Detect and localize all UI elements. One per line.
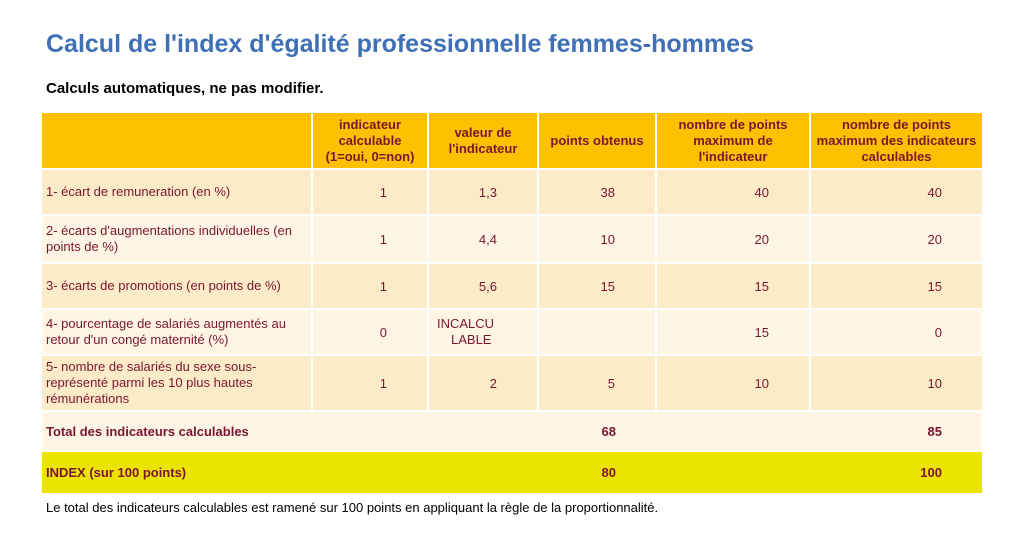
footnote: Le total des indicateurs calculables est ramené sur 100 points en appliquant la règle de la proportionnalité. [46, 500, 659, 515]
cell-calculable: 1 [312, 263, 428, 309]
index-empty-cell [656, 451, 810, 493]
row-label: 4- pourcentage de salariés augmentés au retour d'un congé maternité (%) [42, 309, 312, 355]
cell-points: 10 [538, 215, 656, 263]
column-header-max: nombre de points maximum de l'indicateur [656, 113, 810, 169]
page-subtitle: Calculs automatiques, ne pas modifier. [46, 80, 324, 97]
cell-valeur: 1,3 [428, 169, 538, 215]
index-label: INDEX (sur 100 points) [42, 451, 538, 493]
page-title: Calcul de l'index d'égalité professionnelle femmes-hommes [46, 30, 754, 58]
cell-points: 38 [538, 169, 656, 215]
cell-max-calc: 10 [810, 355, 982, 411]
cell-valeur [428, 309, 538, 355]
cell-max: 10 [656, 355, 810, 411]
index-points: 80 [538, 451, 656, 493]
cell-max-calc: 0 [810, 309, 982, 355]
cell-max: 15 [656, 263, 810, 309]
total-max-calc: 85 [810, 411, 982, 451]
cell-points: 15 [538, 263, 656, 309]
cell-max: 20 [656, 215, 810, 263]
cell-max-calc: 20 [810, 215, 982, 263]
index-table [42, 113, 982, 493]
cell-max-calc: 15 [810, 263, 982, 309]
cell-calculable: 1 [312, 355, 428, 411]
table-row [42, 263, 982, 309]
row-label: 2- écarts d'augmentations individuelles (en points de %) [42, 215, 312, 263]
incalculable-line-2: LABLE [451, 332, 492, 347]
cell-calculable: 1 [312, 215, 428, 263]
column-header-max-calc: nombre de points maximum des indicateurs calculables [810, 113, 982, 169]
table-header-row [42, 113, 982, 169]
column-header [42, 113, 312, 169]
total-points: 68 [538, 411, 656, 451]
total-label: Total des indicateurs calculables [42, 411, 538, 451]
cell-max: 15 [656, 309, 810, 355]
total-row [42, 411, 982, 451]
index-max-calc: 100 [810, 451, 982, 493]
incalculable-line-1: INCALCU [437, 316, 495, 331]
cell-valeur: 5,6 [428, 263, 538, 309]
cell-valeur: 2 [428, 355, 538, 411]
column-header-points: points obtenus [538, 113, 656, 169]
total-empty-cell [656, 411, 810, 451]
cell-max-calc: 40 [810, 169, 982, 215]
cell-points: 5 [538, 355, 656, 411]
column-header-calculable: indicateur calculable (1=oui, 0=non) [312, 113, 428, 169]
cell-points [538, 309, 656, 355]
row-label: 1- écart de remuneration (en %) [42, 169, 312, 215]
row-label: 3- écarts de promotions (en points de %) [42, 263, 312, 309]
row-label: 5- nombre de salariés du sexe sous-représenté parmi les 10 plus hautes rémunérations [42, 355, 312, 411]
cell-calculable: 1 [312, 169, 428, 215]
index-row [42, 451, 982, 493]
table-row [42, 215, 982, 263]
cell-max: 40 [656, 169, 810, 215]
table-row [42, 309, 982, 355]
cell-valeur: 4,4 [428, 215, 538, 263]
column-header-valeur: valeur de l'indicateur [428, 113, 538, 169]
cell-calculable: 0 [312, 309, 428, 355]
table-row [42, 169, 982, 215]
table-row [42, 355, 982, 411]
